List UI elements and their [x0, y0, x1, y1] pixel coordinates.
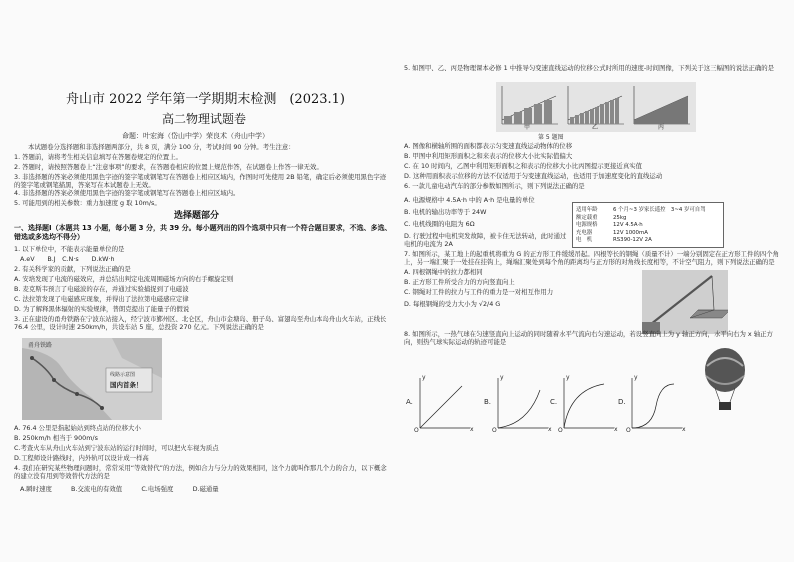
intro-text: 本试题卷分选择题和非选择题两部分，共 8 页，满分 100 分，考试时间 90 分钟。考生注意： [28, 143, 295, 151]
q3-option-a: A. 76.4 公里是指起始站到终点站的位移大小 [14, 424, 141, 432]
spec-val-age: 6 个月~3 岁家长遥控 3~4 岁可自驾 [613, 207, 706, 213]
velocity-time-figures [496, 82, 696, 132]
q3-option-d: D.工程师设计路线时，内外轨可以设计成一样高 [14, 454, 149, 462]
q7-option-c: C. 钢绳对工件的拉力与工件的重力是一对相互作用力 [404, 288, 554, 296]
railway-map-image [22, 338, 162, 420]
graph-a-y: y [422, 374, 426, 381]
note-1: 1. 答题前，请将考生相关信息填写在答题卷规定的位置上。 [14, 153, 182, 161]
spec-key-charger: 充电器 [576, 229, 593, 236]
graph-a-origin: O [414, 427, 419, 434]
question-8: 8. 如图所示，一热气球在匀速竖直向上运动的同时随着水平气流向右匀速运动，若设竖直向上为 y 轴正方向，水平向右为 x 轴正方向，则热气球实际运动的轨迹可能是 [404, 330, 773, 346]
note-5: 5. 可能用到的相关参数：重力加速度 g 取 10m/s。 [14, 199, 161, 207]
hot-air-balloon-image [700, 346, 750, 412]
option-d-letter: D. [618, 398, 626, 406]
q7-option-b: B. 正方形工件所受合力的方向竖直向上 [404, 278, 515, 286]
graph-b-origin: O [492, 427, 497, 434]
question-1-options: A.eV B.J C.N·s D.kW·h [20, 255, 115, 263]
map-label-sub: 线路示意图 [110, 372, 136, 378]
option-a-letter: A. [406, 398, 413, 406]
question-4-options: A.瞬时速度 B.交流电的有效值 C.电场强度 D.磁通量 [20, 485, 219, 493]
spec-table [572, 202, 724, 248]
q5-option-d: D. 这种用面积表示位移的方法不仅适用于匀变速直线运动，也适用于加速度变化的直线运动 [404, 172, 663, 180]
q7-option-a: A. 四根钢绳中的拉力都相同 [404, 268, 483, 276]
fig5-caption: 第 5 题图 [538, 134, 564, 141]
q5-option-a: A. 图像和横轴所围的面积都表示匀变速直线运动物体的位移 [404, 142, 573, 150]
graph-a-x: x [470, 426, 474, 433]
option-b-letter: B. [484, 398, 492, 406]
q6-option-d: D. 行驶过程中电机突发故障，被卡住无法转动，此时通过电机的电流为 2A [404, 232, 567, 248]
q2-option-a: A. 安培发现了电流的磁效应，并总结出判定电流周围磁场方向的右手螺旋定则 [14, 275, 234, 283]
graph-d-y: y [634, 374, 638, 381]
q6-option-c: C. 电机线圈的电阻为 6Ω [404, 220, 475, 228]
q6-option-a: A. 电源规格中 4.5A·h 中的 A·h 是电量的单位 [404, 196, 535, 204]
spec-key-motor: 电 机 [576, 237, 593, 243]
note-2: 2. 答题时，请按照答题卷上“注意事项”的要求，在答题卷相应的位置上规范作答，在试题卷上作答一律无效。 [14, 163, 323, 171]
graph-c-origin: O [558, 427, 563, 434]
spec-key-power: 电源规格 [576, 222, 598, 228]
q3-option-b: B. 250km/h 相当于 900m/s [14, 434, 98, 442]
graph-d-origin: O [626, 427, 631, 434]
graph-b-y: y [500, 374, 504, 381]
graph-c-x: x [614, 426, 618, 433]
fig5-label-c: 丙 [658, 124, 665, 131]
map-label-badge: 国内首条！ [110, 381, 143, 389]
graph-d-x: x [682, 426, 686, 433]
section-heading: 选择题部分 [174, 211, 220, 221]
q3-option-c: C.考查火车从舟山火车站到宁波东站的运行时间时，可以把火车视为质点 [14, 444, 219, 452]
q2-option-c: C. 法拉第发现了电磁感应现象，并得出了法拉第电磁感应定律 [14, 295, 189, 303]
spec-val-power: 12V 4.5A·h [613, 222, 643, 228]
exam-authors: 命题：叶宏海（岱山中学）荣良术（舟山中学） [122, 132, 269, 140]
exam-subtitle: 高二物理试题卷 [162, 112, 247, 126]
question-7: 7. 如图所示，某工地上的起重机将重为 G 的正方形工件缓缓吊起。四根等长的钢绳（质量不计）一端分别固定在正方形工件的四个角上，另一端汇聚于一处挂在挂钩上，绳端汇聚处到每个角的距离均与正方形的对角线长度相等，不计空气阻力，则下列说法正确的是 [404, 250, 780, 266]
crane-image [642, 270, 728, 334]
spec-val-motor: RS390-12V 2A [613, 237, 652, 243]
q6-option-b: B. 电机的输出功率等于 24W [404, 208, 487, 216]
spec-val-charger: 12V 1000mA [613, 229, 648, 236]
question-4: 4. 我们在研究某些物理问题时，常常采用“等效替代”的方法，例如合力与分力的效果相同，这个力就叫作那几个力的合力，以下概念的建立没有用到等效替代方法的是 [14, 464, 387, 480]
map-label-title: 甬舟铁路 [28, 342, 53, 349]
q5-option-c: C. 在 10 时间内，乙图中利用矩形面积之和表示的位移大小比丙图提示更接近真实值 [404, 162, 642, 170]
trajectory-graphs [404, 350, 704, 434]
q2-option-d: D. 为了解释黑体辐射的实验规律，普朗克提出了能量子的假说 [14, 305, 190, 313]
exam-title: 舟山市 2022 学年第一学期期末检测 (2023.1) [66, 92, 345, 107]
question-3: 3. 正在建设的甬舟铁路在宁波东站接入，经宁波市鄞州区、北仑区，舟山市金塘岛、册子岛、富翅岛至舟山本岛舟山火车站，正线长 76.4 公里，设计时速 250km/h，共设车站 5 座，总投资 270 亿元。下列说法正确的是 [14, 315, 387, 331]
question-2: 2. 有关科学家的贡献，下列说法正确的是 [14, 265, 131, 273]
q5-option-b: B. 甲图中利用矩形面积之和来表示的位移大小比实际值偏大 [404, 152, 573, 160]
option-c-letter: C. [550, 398, 558, 406]
fig5-label-b: 乙 [592, 124, 599, 131]
question-5: 5. 如图甲、乙、丙是物理课本必修 1 中推导匀变速直线运动的位移公式时所用的速度-时间图像，下列关于这三幅图的说法正确的是 [404, 64, 775, 72]
q7-option-d: D. 每根钢绳的受力大小为 √2/4 G [404, 300, 501, 308]
note-3: 3. 非选择题的答案必须使用黑色字迹的签字笔或钢笔写在答题卷上相应区域内，作图时可先使用 2B 铅笔，确定后必须使用黑色字迹的签字笔或钢笔描黑，答案写在本试题卷上无效。 [14, 173, 387, 189]
question-6: 6. 一款儿童电动汽车的部分参数如图所示，则下列说法正确的是 [404, 182, 585, 190]
spec-key-age: 适用年龄 [576, 207, 598, 213]
q2-option-b: B. 麦克斯韦预言了电磁波的存在，并通过实验捕捉到了电磁波 [14, 285, 189, 293]
graph-c-y: y [566, 374, 570, 381]
note-4: 4. 非选择题的答案必须使用黑色字迹的签字笔或钢笔写在答题卷上相应区域内。 [14, 189, 240, 197]
question-1: 1. 以下单位中，不能表示能量单位的是 [14, 245, 125, 253]
fig5-label-a: 甲 [524, 124, 531, 131]
part1-heading: 一、选择题Ⅰ（本题共 13 小题，每小题 3 分，共 39 分。每小题列出的四个选项中只有一个符合题目要求，不选、多选、错选或多选均不得分） [14, 224, 392, 241]
spec-key-load: 额定载重 [576, 214, 598, 221]
graph-b-x: x [548, 426, 552, 433]
spec-val-load: 25kg [613, 214, 627, 221]
